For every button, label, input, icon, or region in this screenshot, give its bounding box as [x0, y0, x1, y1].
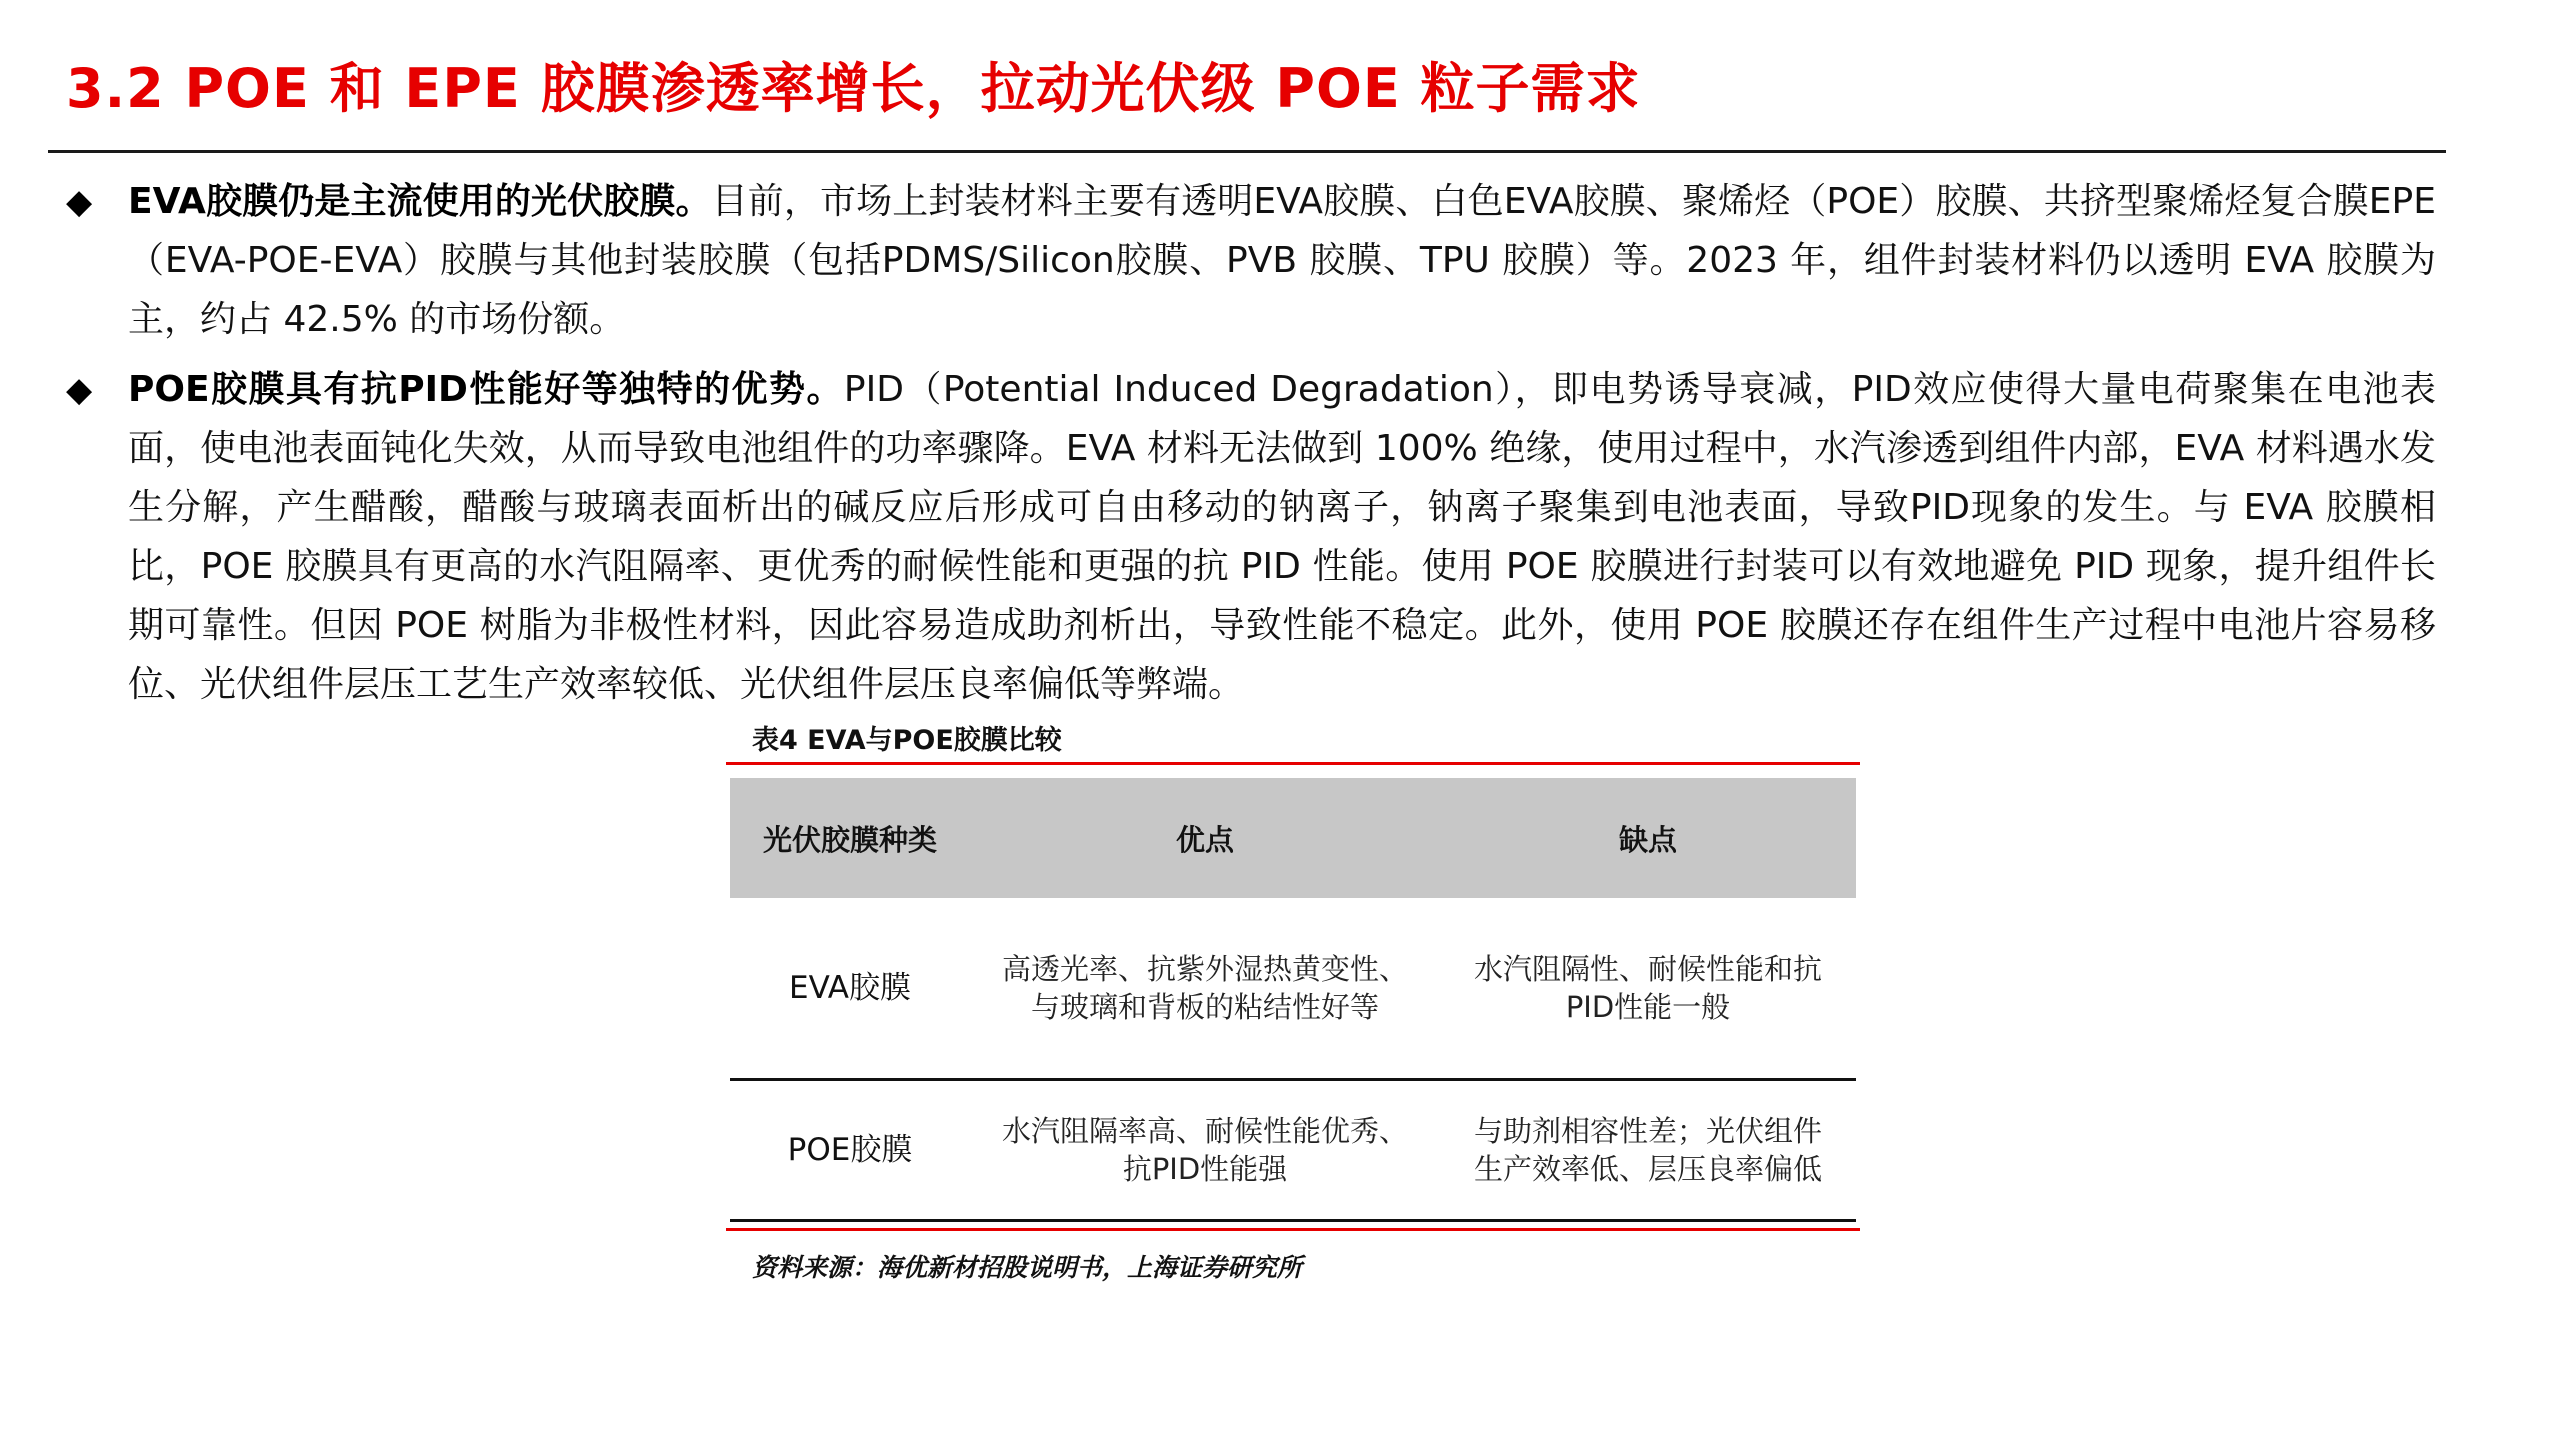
- table-row: [730, 898, 1856, 1080]
- table-top-rule: [726, 762, 1860, 765]
- header-cons: 缺点: [1440, 778, 1856, 898]
- bullet-paragraph-eva: [66, 172, 2436, 349]
- page-title: 3.2 POE 和 EPE 胶膜渗透率增长，拉动光伏级 POE 粒子需求: [66, 57, 1641, 120]
- header-pros: 优点: [970, 778, 1440, 898]
- bullet-paragraph-poe: [66, 360, 2436, 714]
- table-row: [730, 1080, 1856, 1221]
- bullet-lead: POE胶膜具有抗PID性能好等独特的优势。: [128, 369, 844, 410]
- bullet-text: [128, 360, 2436, 714]
- comparison-table: [730, 778, 1856, 1222]
- diamond-bullet-icon: ◆: [66, 370, 93, 410]
- film-type-cell: POE胶膜: [730, 1080, 970, 1221]
- pros-cell: 高透光率、抗紫外湿热黄变性、与玻璃和背板的粘结性好等: [970, 898, 1440, 1080]
- pros-cell: 水汽阻隔率高、耐候性能优秀、抗PID性能强: [970, 1080, 1440, 1221]
- title-divider: [48, 150, 2446, 153]
- source-note: 资料来源：海优新材招股说明书，上海证券研究所: [752, 1253, 1303, 1282]
- table-bottom-rule: [726, 1228, 1860, 1231]
- header-film-type: 光伏胶膜种类: [730, 778, 970, 898]
- cons-cell: 水汽阻隔性、耐候性能和抗PID性能一般: [1440, 898, 1856, 1080]
- bullet-text: [128, 172, 2436, 349]
- table-caption: 表4 EVA与POE胶膜比较: [752, 725, 1062, 756]
- bullet-body: PID（Potential Induced Degradation），即电势诱导衰减，PID效应使得大量电荷聚集在电池表面，使电池表面钝化失效，从而导致电池组件的功率骤降。EVA 材料无法做到 100% 绝缘，使用过程中，水汽渗透到组件内部，EVA 材料遇水发生分解，产生醋酸，醋酸与玻璃表面析出的碱反应后形成可自由移动的钠离子，钠离子聚集到电池表面，导致PID现象的发生。与 EVA 胶膜相比，POE 胶膜具有更高的水汽阻隔率、更优秀的耐候性能和更强的抗 PID 性能。使用 POE 胶膜进行封装可以有效地避免 PID 现象，提升组件长期可靠性。但因 POE 树脂为非极性材料，因此容易造成助剂析出，导致性能不稳定。此外，使用 POE 胶膜还存在组件生产过程中电池片容易移位、光伏组件层压工艺生产效率较低、光伏组件层压良率偏低等弊端。: [128, 369, 2436, 705]
- cons-cell: 与助剂相容性差；光伏组件生产效率低、层压良率偏低: [1440, 1080, 1856, 1221]
- bullet-body: 目前，市场上封装材料主要有透明EVA胶膜、白色EVA胶膜、聚烯烃（POE）胶膜、共挤型聚烯烃复合膜EPE（EVA-POE-EVA）胶膜与其他封装胶膜（包括PDMS/Silicon胶膜、PVB 胶膜、TPU 胶膜）等。2023 年，组件封装材料仍以透明 EVA 胶膜为主，约占 42.5% 的市场份额。: [128, 181, 2437, 340]
- diamond-bullet-icon: ◆: [66, 182, 93, 222]
- bullet-lead: EVA胶膜仍是主流使用的光伏胶膜。: [128, 181, 712, 222]
- table-header-row: [730, 778, 1856, 898]
- film-type-cell: EVA胶膜: [730, 898, 970, 1080]
